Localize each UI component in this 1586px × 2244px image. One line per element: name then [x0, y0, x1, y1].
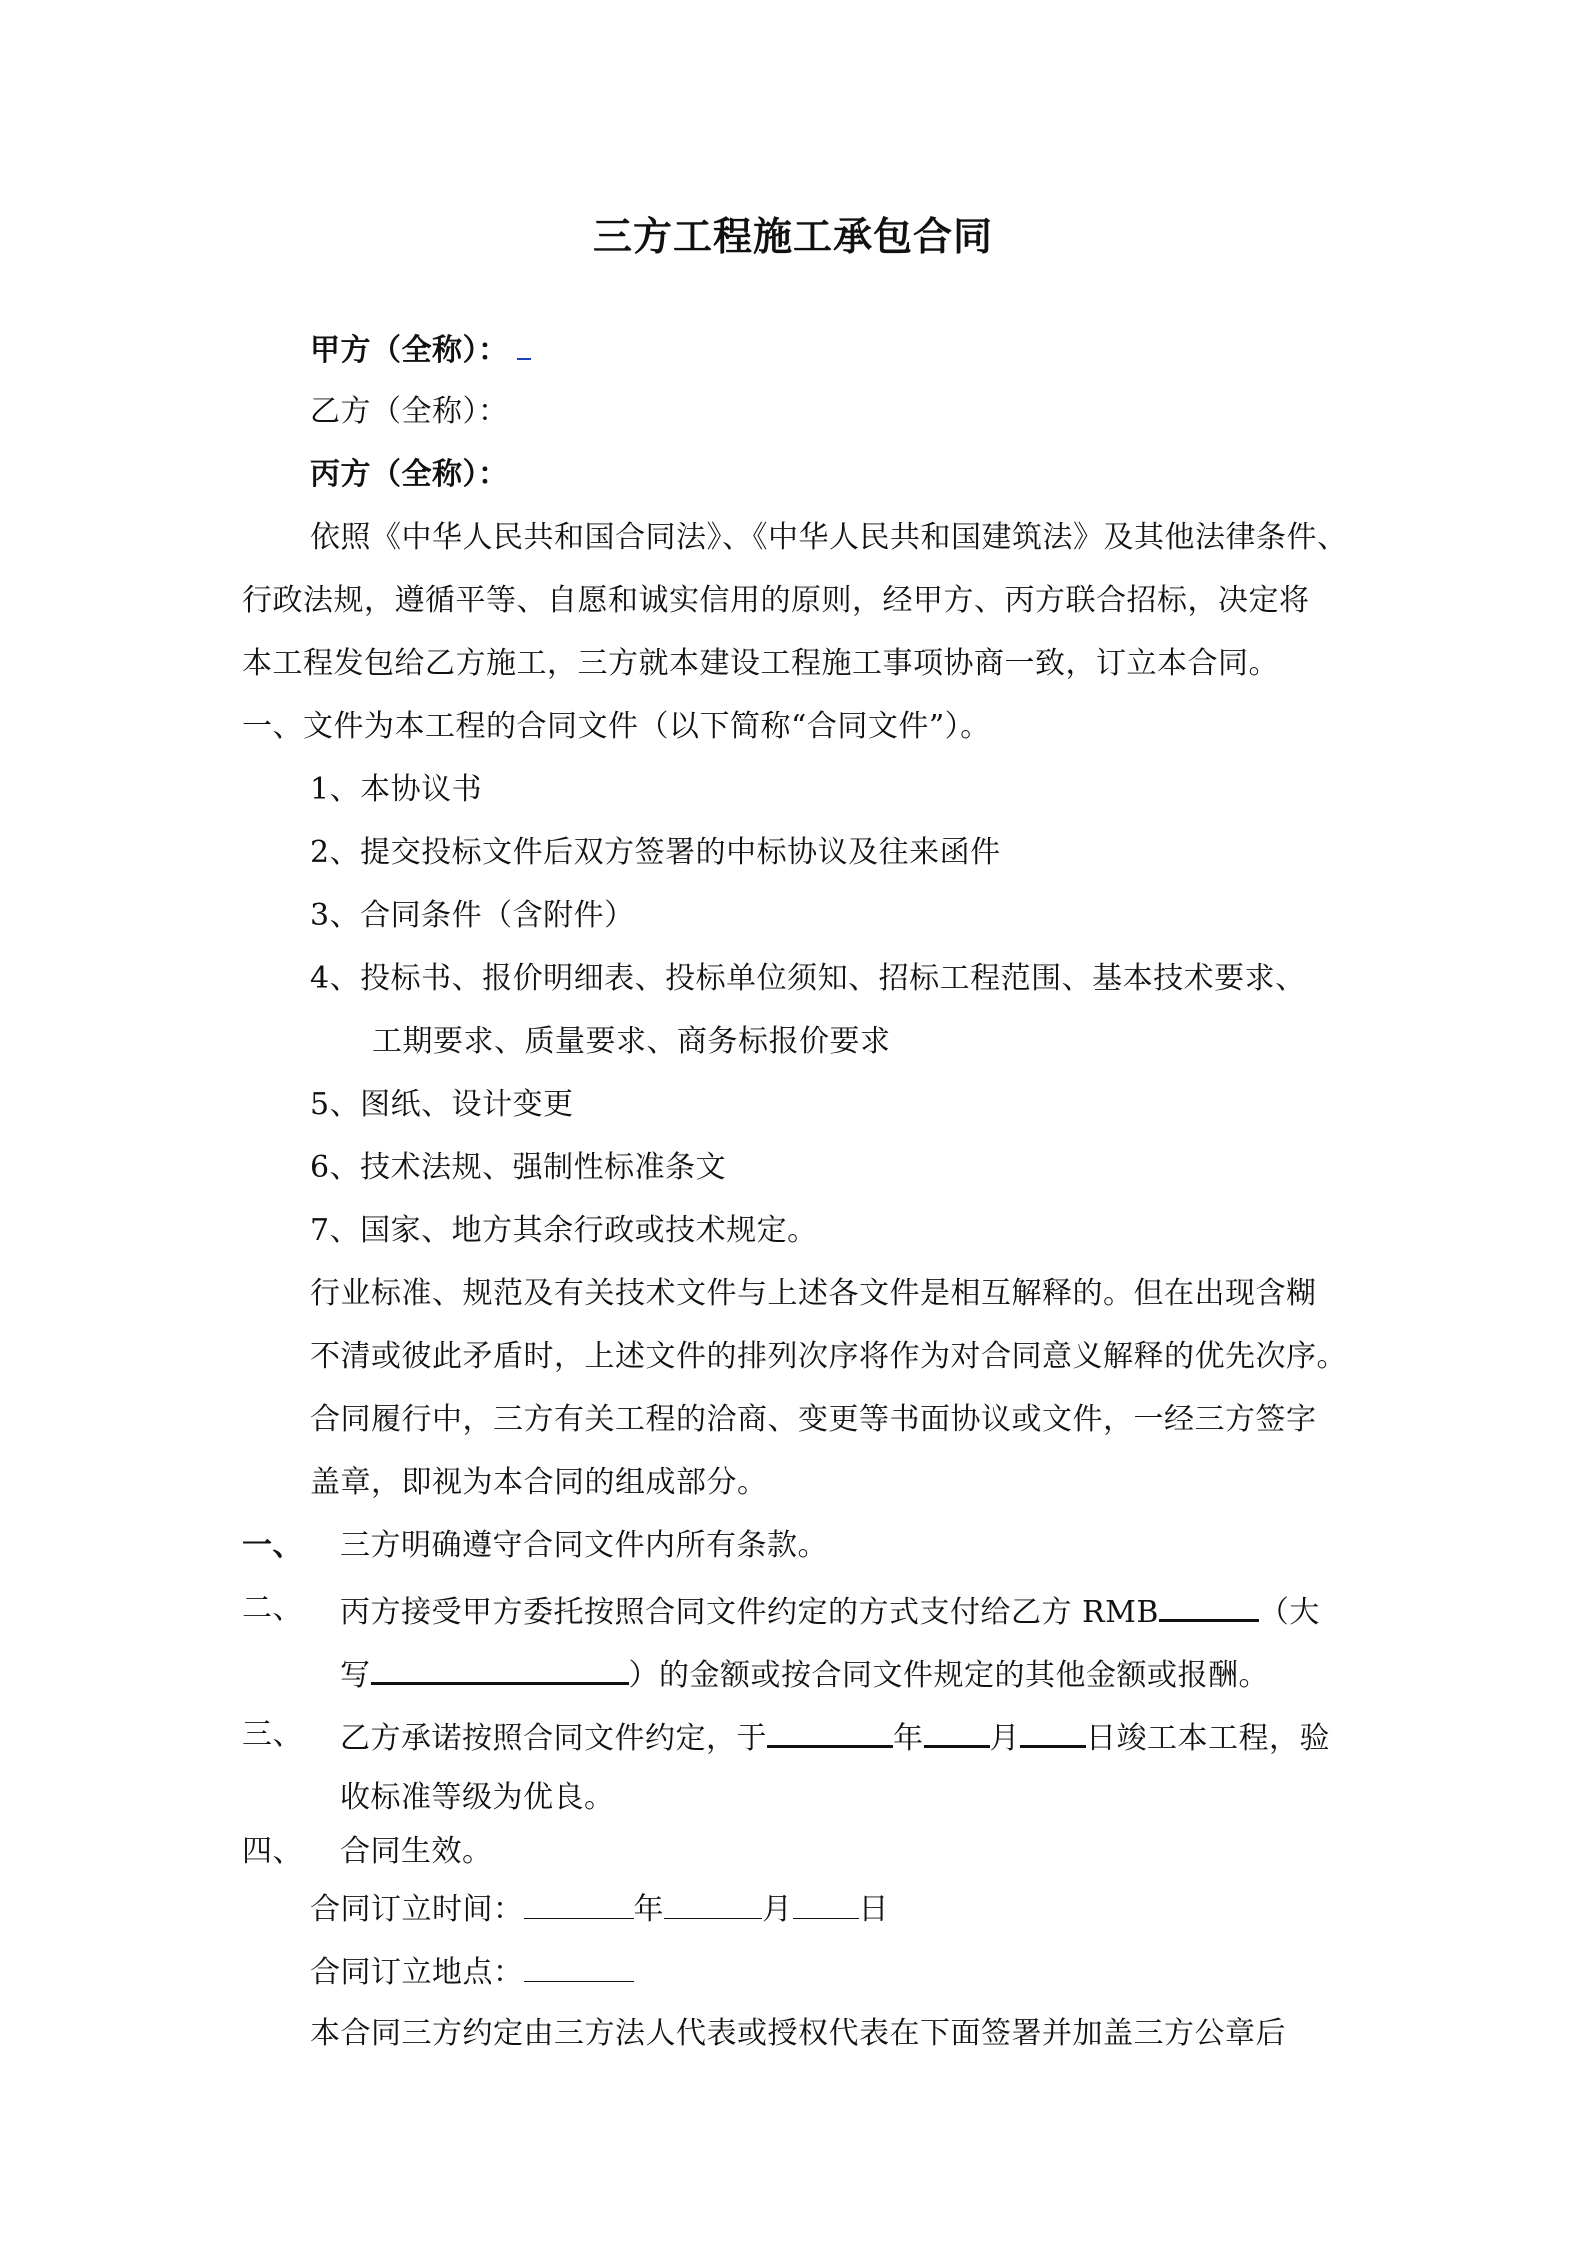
signing-day-blank[interactable] — [793, 1888, 859, 1919]
signing-day: 日 — [858, 1892, 889, 1927]
signing-year: 年 — [633, 1892, 664, 1927]
party-a-label: 甲方（全称）： — [310, 333, 509, 368]
list-item: 5、图纸、设计变更 — [310, 1087, 574, 1122]
signing-place-label: 合同订立地点： — [310, 1955, 524, 1990]
amount-in-words-blank[interactable] — [371, 1652, 629, 1685]
list-item: 3、合同条件（含附件） — [310, 898, 635, 933]
section-1-heading: 一、文件为本工程的合同文件（以下简称“合同文件”）。 — [242, 709, 991, 744]
list-item: 6、技术法规、强制性标准条文 — [310, 1150, 727, 1185]
clause-2-text-d: ）的金额或按合同文件规定的其他金额或报酬。 — [628, 1658, 1269, 1693]
clause-2-text-b: （大 — [1258, 1595, 1320, 1630]
paragraph-b-line-1: 合同履行中，三方有关工程的洽商、变更等书面协议或文件，一经三方签字 — [310, 1402, 1317, 1437]
clause-2-line-1 — [340, 1589, 1320, 1633]
party-a-blank[interactable] — [517, 328, 531, 360]
clause-2-text-a: 丙方接受甲方委托按照合同文件约定的方式支付给乙方 RMB — [340, 1595, 1159, 1630]
paragraph-b-line-2: 盖章，即视为本合同的组成部分。 — [310, 1465, 768, 1500]
clause-3-line-1 — [340, 1715, 1330, 1759]
intro-line-3: 本工程发包给乙方施工，三方就本建设工程施工事项协商一致，订立本合同。 — [242, 646, 1279, 681]
completion-year-blank[interactable] — [767, 1715, 893, 1748]
signing-month: 月 — [762, 1892, 793, 1927]
completion-day-blank[interactable] — [1020, 1715, 1086, 1748]
completion-month-blank[interactable] — [924, 1715, 990, 1748]
clause-3-line-2: 收标准等级为优良。 — [340, 1780, 615, 1815]
intro-line-2: 行政法规，遵循平等、自愿和诚实信用的原则，经甲方、丙方联合招标，决定将 — [242, 583, 1310, 618]
clause-2-number: 二、 — [242, 1591, 303, 1626]
signing-place-blank[interactable] — [524, 1951, 634, 1982]
clause-4-text: 合同生效。 — [340, 1834, 493, 1869]
party-b-label: 乙方（全称）： — [310, 394, 509, 429]
paragraph-a-line-2: 不清或彼此矛盾时，上述文件的排列次序将作为对合同意义解释的优先次序。 — [310, 1339, 1347, 1374]
list-item-continuation: 工期要求、质量要求、商务标报价要求 — [372, 1024, 891, 1059]
signing-time-line — [310, 1888, 889, 1930]
clause-2-text-c: 写 — [340, 1658, 371, 1693]
list-item: 1、本协议书 — [310, 772, 483, 807]
final-line: 本合同三方约定由三方法人代表或授权代表在下面签署并加盖三方公章后 — [310, 2016, 1286, 2051]
signing-place-line — [310, 1951, 634, 1993]
clause-3-text-a: 乙方承诺按照合同文件约定，于 — [340, 1721, 767, 1756]
paragraph-a-line-1: 行业标准、规范及有关技术文件与上述各文件是相互解释的。但在出现含糊 — [310, 1276, 1317, 1311]
clause-1-text: 三方明确遵守合同文件内所有条款。 — [340, 1528, 828, 1563]
signing-month-blank[interactable] — [664, 1888, 762, 1919]
intro-line-1: 依照《中华人民共和国合同法》、《中华人民共和国建筑法》及其他法律条件、 — [310, 520, 1348, 555]
list-item: 7、国家、地方其余行政或技术规定。 — [310, 1213, 818, 1248]
signing-year-blank[interactable] — [524, 1888, 634, 1919]
rmb-amount-blank[interactable] — [1159, 1589, 1259, 1622]
clause-3-month: 月 — [989, 1721, 1020, 1756]
party-c-label: 丙方（全称）： — [310, 457, 509, 492]
clause-3-year: 年 — [893, 1721, 924, 1756]
clause-2-line-2 — [340, 1652, 1269, 1696]
clause-4-number: 四、 — [242, 1834, 303, 1869]
clause-1-number: 一、 — [242, 1528, 303, 1563]
party-a-line — [310, 328, 531, 371]
list-item: 2、提交投标文件后双方签署的中标协议及往来函件 — [310, 835, 1001, 870]
signing-time-label: 合同订立时间： — [310, 1892, 524, 1927]
list-item: 4、投标书、报价明细表、投标单位须知、招标工程范围、基本技术要求、 — [310, 961, 1306, 996]
document-title: 三方工程施工承包合同 — [592, 214, 993, 260]
clause-3-text-b: 日竣工本工程，验 — [1086, 1721, 1330, 1756]
clause-3-number: 三、 — [242, 1717, 303, 1752]
